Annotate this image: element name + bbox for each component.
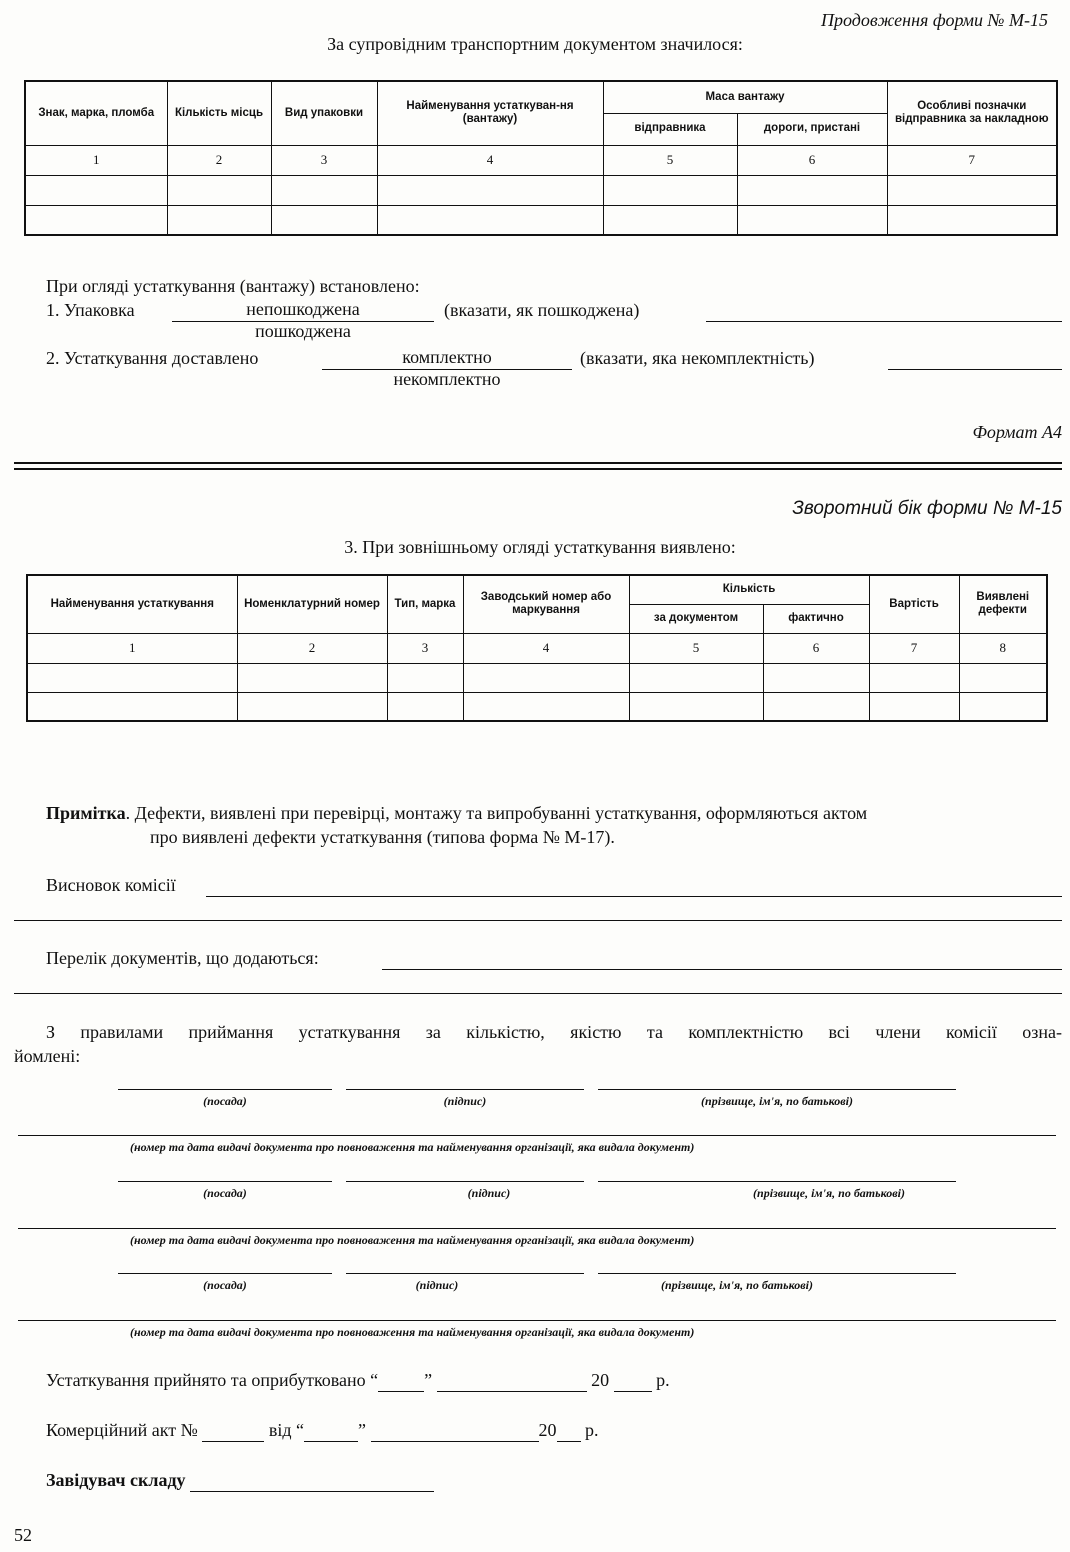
authority-doc-line[interactable] xyxy=(18,1228,1056,1229)
note-text: . Дефекти, виявлені при перевірці, монтажу та випробуванні устаткування, оформляються актом xyxy=(125,803,868,823)
accepted-month-field[interactable] xyxy=(437,1370,587,1392)
page-divider xyxy=(14,462,1062,470)
table-cell[interactable] xyxy=(25,205,167,235)
table-cell[interactable] xyxy=(763,663,869,692)
authority-doc-line[interactable] xyxy=(18,1320,1056,1321)
col-nomenclature-header: Номенклатурний номер xyxy=(237,575,387,633)
col-qty-doc-header: за документом xyxy=(629,604,763,633)
col-serial-header: Заводський номер або маркування xyxy=(463,575,629,633)
col-quantity-header: Кількість xyxy=(629,575,869,604)
col-number: 2 xyxy=(237,633,387,663)
format-label: Формат А4 xyxy=(972,422,1062,442)
table-cell[interactable] xyxy=(377,205,603,235)
accepted-line xyxy=(46,1370,670,1392)
table-cell[interactable] xyxy=(25,175,167,205)
position-caption: (посада) xyxy=(203,1186,247,1200)
table-cell[interactable] xyxy=(271,175,377,205)
col-number: 3 xyxy=(271,145,377,175)
col-mass-header: Маса вантажу xyxy=(603,81,887,113)
table-row xyxy=(25,205,1057,235)
col-defects-header: Виявлені дефекти xyxy=(959,575,1047,633)
signature-line[interactable] xyxy=(346,1181,584,1182)
col-number: 1 xyxy=(27,633,237,663)
table-cell[interactable] xyxy=(763,692,869,721)
transport-doc-intro: За супровідним транспортним документом значилося: xyxy=(327,34,743,54)
col-name-header: Найменування устаткуван-ня (вантажу) xyxy=(377,81,603,145)
delivery-label: 2. Устаткування доставлено xyxy=(46,348,259,368)
fullname-caption: (прізвище, ім'я, по батькові) xyxy=(753,1186,905,1200)
commercial-act-line xyxy=(46,1420,599,1442)
table-cell[interactable] xyxy=(463,692,629,721)
col-mass-road-header: дороги, пристані xyxy=(737,113,887,145)
table-row xyxy=(27,663,1047,692)
col-special-header: Особливі позначки відправника за накладною xyxy=(887,81,1057,145)
table-cell[interactable] xyxy=(271,205,377,235)
table-cell[interactable] xyxy=(959,692,1047,721)
col-number: 3 xyxy=(387,633,463,663)
table-cell[interactable] xyxy=(737,175,887,205)
signature-caption: (підпис) xyxy=(415,1278,459,1292)
authority-doc-line[interactable] xyxy=(18,1135,1056,1136)
inspection-intro: При огляді устаткування (вантажу) встановлено: xyxy=(46,276,420,296)
table-cell[interactable] xyxy=(387,663,463,692)
table-cell[interactable] xyxy=(167,175,271,205)
col-number: 6 xyxy=(763,633,869,663)
table-cell[interactable] xyxy=(887,175,1057,205)
signature-caption: (підпис) xyxy=(467,1186,511,1200)
table-cell[interactable] xyxy=(237,663,387,692)
col-number: 1 xyxy=(25,145,167,175)
fullname-line[interactable] xyxy=(598,1273,956,1274)
table-cell[interactable] xyxy=(27,692,237,721)
col-number: 6 xyxy=(737,145,887,175)
delivery-hint: (вказати, яка некомплектність) xyxy=(580,348,815,368)
attached-docs-line-2[interactable] xyxy=(14,993,1062,994)
commission-conclusion-line-2[interactable] xyxy=(14,920,1062,921)
delivery-option-incomplete: некомплектно xyxy=(393,369,501,389)
accepted-text: Устаткування прийнято та оприбутковано “ xyxy=(46,1370,379,1390)
table-cell[interactable] xyxy=(629,692,763,721)
col-pack-header: Вид упаковки xyxy=(271,81,377,145)
accepted-day-field[interactable] xyxy=(378,1370,424,1392)
signature-caption: (підпис) xyxy=(443,1094,487,1108)
col-qty-fact-header: фактично xyxy=(763,604,869,633)
commercial-act-quote-close: ” xyxy=(358,1420,367,1440)
continuation-header: Продовження форми № М-15 xyxy=(821,10,1048,30)
packaging-label: 1. Упаковка xyxy=(46,300,135,320)
col-mark-header: Знак, марка, пломба xyxy=(25,81,167,145)
table-row xyxy=(27,692,1047,721)
table-cell[interactable] xyxy=(869,663,959,692)
col-equipment-name-header: Найменування устаткування xyxy=(27,575,237,633)
table-cell[interactable] xyxy=(27,663,237,692)
authority-doc-caption: (номер та дата видачі документа про повноваження та найменування організації, яка видала документ) xyxy=(130,1233,695,1247)
rules-ack-line2: йомлені: xyxy=(14,1046,81,1066)
position-caption: (посада) xyxy=(203,1278,247,1292)
signature-line[interactable] xyxy=(346,1089,584,1090)
col-number: 4 xyxy=(463,633,629,663)
col-number: 7 xyxy=(869,633,959,663)
packaging-option-intact: непошкоджена xyxy=(246,299,360,319)
table-cell[interactable] xyxy=(167,205,271,235)
authority-doc-caption: (номер та дата видачі документа про повноваження та найменування організації, яка видала документ) xyxy=(130,1325,695,1339)
fullname-caption: (прізвище, ім'я, по батькові) xyxy=(701,1094,853,1108)
note-paragraph xyxy=(46,803,867,824)
fullname-caption: (прізвище, ім'я, по батькові) xyxy=(661,1278,813,1292)
commercial-act-century: 20 xyxy=(538,1420,557,1440)
col-places-header: Кількість місць xyxy=(167,81,271,145)
note-text-continued: про виявлені дефекти устаткування (типова форма № М-17). xyxy=(150,827,615,847)
attached-docs-label: Перелік документів, що додаються: xyxy=(46,948,319,968)
table-cell[interactable] xyxy=(377,175,603,205)
delivery-option-complete: комплектно xyxy=(402,347,492,367)
position-line[interactable] xyxy=(118,1181,332,1182)
table-row xyxy=(25,175,1057,205)
position-caption: (посада) xyxy=(203,1094,247,1108)
table-cell[interactable] xyxy=(869,692,959,721)
warehouse-manager-line xyxy=(46,1470,434,1492)
commercial-act-number-field[interactable] xyxy=(202,1420,264,1442)
table-cell[interactable] xyxy=(629,663,763,692)
col-number: 4 xyxy=(377,145,603,175)
commercial-act-from: від “ xyxy=(268,1420,305,1440)
inspection-table xyxy=(26,574,1048,722)
col-mass-sender-header: відправника xyxy=(603,113,737,145)
commercial-act-year-suffix: р. xyxy=(585,1420,599,1440)
table-cell[interactable] xyxy=(603,175,737,205)
authority-doc-caption: (номер та дата видачі документа про повноваження та найменування організації, яка видала документ) xyxy=(130,1140,695,1154)
fullname-line[interactable] xyxy=(598,1089,956,1090)
packaging-hint: (вказати, як пошкоджена) xyxy=(444,300,640,320)
attached-docs-line[interactable] xyxy=(382,969,1062,970)
commercial-act-label: Комерційний акт № xyxy=(46,1420,198,1440)
commission-conclusion-label: Висновок комісії xyxy=(46,875,176,895)
col-number: 5 xyxy=(603,145,737,175)
col-number: 7 xyxy=(887,145,1057,175)
warehouse-manager-signature-field[interactable] xyxy=(190,1470,434,1492)
rules-ack-line1: З правилами приймання устаткування за кількістю, якістю та комплектністю всі члени комісії озна- xyxy=(46,1022,1062,1042)
packaging-option-damaged: пошкоджена xyxy=(255,321,351,341)
col-type-header: Тип, марка xyxy=(387,575,463,633)
table-cell[interactable] xyxy=(237,692,387,721)
packaging-damage-line[interactable] xyxy=(706,321,1062,322)
col-cost-header: Вартість xyxy=(869,575,959,633)
table-cell[interactable] xyxy=(887,205,1057,235)
table-cell[interactable] xyxy=(463,663,629,692)
commercial-act-month-field[interactable] xyxy=(371,1420,539,1442)
table-cell[interactable] xyxy=(387,692,463,721)
signature-line[interactable] xyxy=(346,1273,584,1274)
position-line[interactable] xyxy=(118,1089,332,1090)
accepted-year-suffix: р. xyxy=(656,1370,670,1390)
table-cell[interactable] xyxy=(603,205,737,235)
accepted-quote-close: ” xyxy=(424,1370,433,1390)
note-label: Примітка xyxy=(46,803,126,823)
position-line[interactable] xyxy=(118,1273,332,1274)
commercial-act-year-field[interactable] xyxy=(557,1420,581,1442)
external-inspection-intro: 3. При зовнішньому огляді устаткування виявлено: xyxy=(344,537,736,557)
col-number: 5 xyxy=(629,633,763,663)
back-side-header: Зворотний бік форми № М-15 xyxy=(792,498,1062,519)
table-cell[interactable] xyxy=(737,205,887,235)
page-number: 52 xyxy=(14,1525,32,1545)
accepted-year-field[interactable] xyxy=(614,1370,652,1392)
accepted-century: 20 xyxy=(591,1370,610,1390)
table-cell[interactable] xyxy=(959,663,1047,692)
commercial-act-day-field[interactable] xyxy=(304,1420,358,1442)
warehouse-manager-label: Завідувач складу xyxy=(46,1470,186,1490)
fullname-line[interactable] xyxy=(598,1181,956,1182)
col-number: 2 xyxy=(167,145,271,175)
transport-doc-table xyxy=(24,80,1058,236)
col-number: 8 xyxy=(959,633,1047,663)
incompleteness-line[interactable] xyxy=(888,369,1062,370)
commission-conclusion-line[interactable] xyxy=(206,896,1062,897)
